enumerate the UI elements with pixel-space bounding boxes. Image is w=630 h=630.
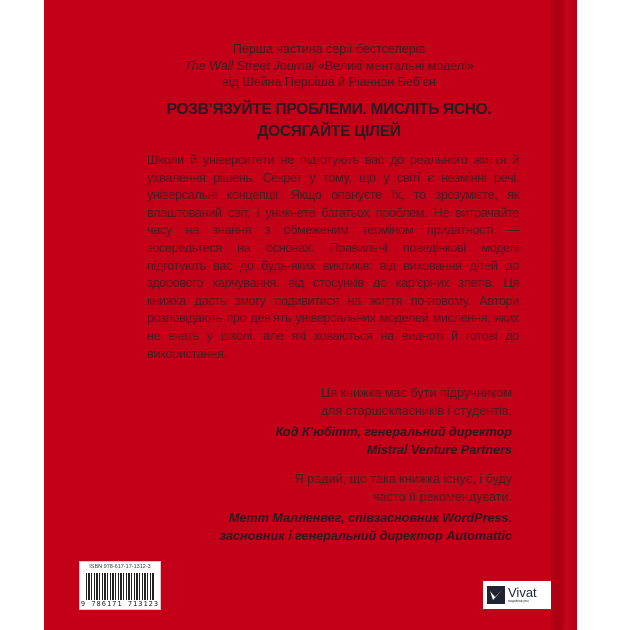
quote-1 bbox=[152, 384, 512, 459]
feather-icon bbox=[487, 586, 505, 604]
barcode-bars bbox=[86, 573, 155, 600]
intro-line-1: Перша частина серії бестселерів bbox=[232, 42, 426, 56]
barcode-digits: 9 786171 713123 bbox=[80, 600, 160, 608]
quote-2-author bbox=[152, 509, 512, 545]
isbn-barcode bbox=[79, 561, 161, 610]
quote-2 bbox=[152, 470, 512, 545]
intro-wsj: The Wall Street Journal bbox=[184, 58, 315, 73]
publisher-subtitle: видавництво bbox=[508, 599, 529, 603]
quote-2-author-2: засновник і генеральний директор Automattic bbox=[219, 529, 512, 543]
quote-2-text-1: Я радий, що така книжка існує, і буду bbox=[294, 472, 512, 486]
book-back-cover bbox=[44, 0, 577, 630]
intro-line-3: від Шейна Перріша й Ріаннон Беб’єн bbox=[222, 75, 436, 89]
isbn-label: ISBN 978-617-17-1312-3 bbox=[89, 564, 151, 570]
intro-line-2 bbox=[124, 58, 534, 75]
publisher-logo bbox=[483, 581, 551, 609]
headline-line-1: РОЗВ’ЯЗУЙТЕ ПРОБЛЕМИ. МИСЛІТЬ ЯСНО. bbox=[166, 101, 492, 118]
description-text: Школи й університети не підготують вас до реального життя й ухвалення рішень. Секрет у тому, що у світі є незмінні речі, універсальні концепції. Якщо опануєте їх, то зрозумієте, як влаштований світ, і уникнете багатьох проблем. Не витрачайте часу на знання з обмеженим терміном придатності — зосередьтеся на основах. Правильні поведінкові моделі підготують вас до будь-яких викликів: від виховання дітей до здорового харчування, від стосунків до кар’єрних злетів. Ця книжка дасть змогу подивитися на життя по-новому. Автори розповідають про дев’ять універсальних моделей мислення, яких не вчать у школі, але які ховаються на видноті й готові до використання. bbox=[147, 153, 519, 361]
publisher-name: Vivat bbox=[508, 585, 537, 600]
headline-line-2: ДОСЯГАЙТЕ ЦІЛЕЙ bbox=[257, 123, 401, 140]
quote-1-author-1: Код К’юбітт, генеральний директор bbox=[275, 425, 512, 439]
quote-1-text-1: Ця книжка має бути підручником bbox=[321, 386, 512, 400]
quote-1-author bbox=[152, 423, 512, 459]
series-intro bbox=[124, 41, 534, 91]
headline bbox=[124, 99, 534, 143]
quote-2-author-1: Метт Малленвег, співзасновник WordPress, bbox=[228, 511, 512, 525]
intro-series: «Великі ментальні моделі» bbox=[314, 58, 474, 73]
quote-1-text-2: для старшокласників і студентів. bbox=[320, 404, 512, 418]
quote-2-text-2: часто її рекомендувати. bbox=[373, 490, 512, 504]
quote-1-author-2: Mistral Venture Partners bbox=[366, 443, 512, 457]
book-spine bbox=[551, 0, 577, 630]
